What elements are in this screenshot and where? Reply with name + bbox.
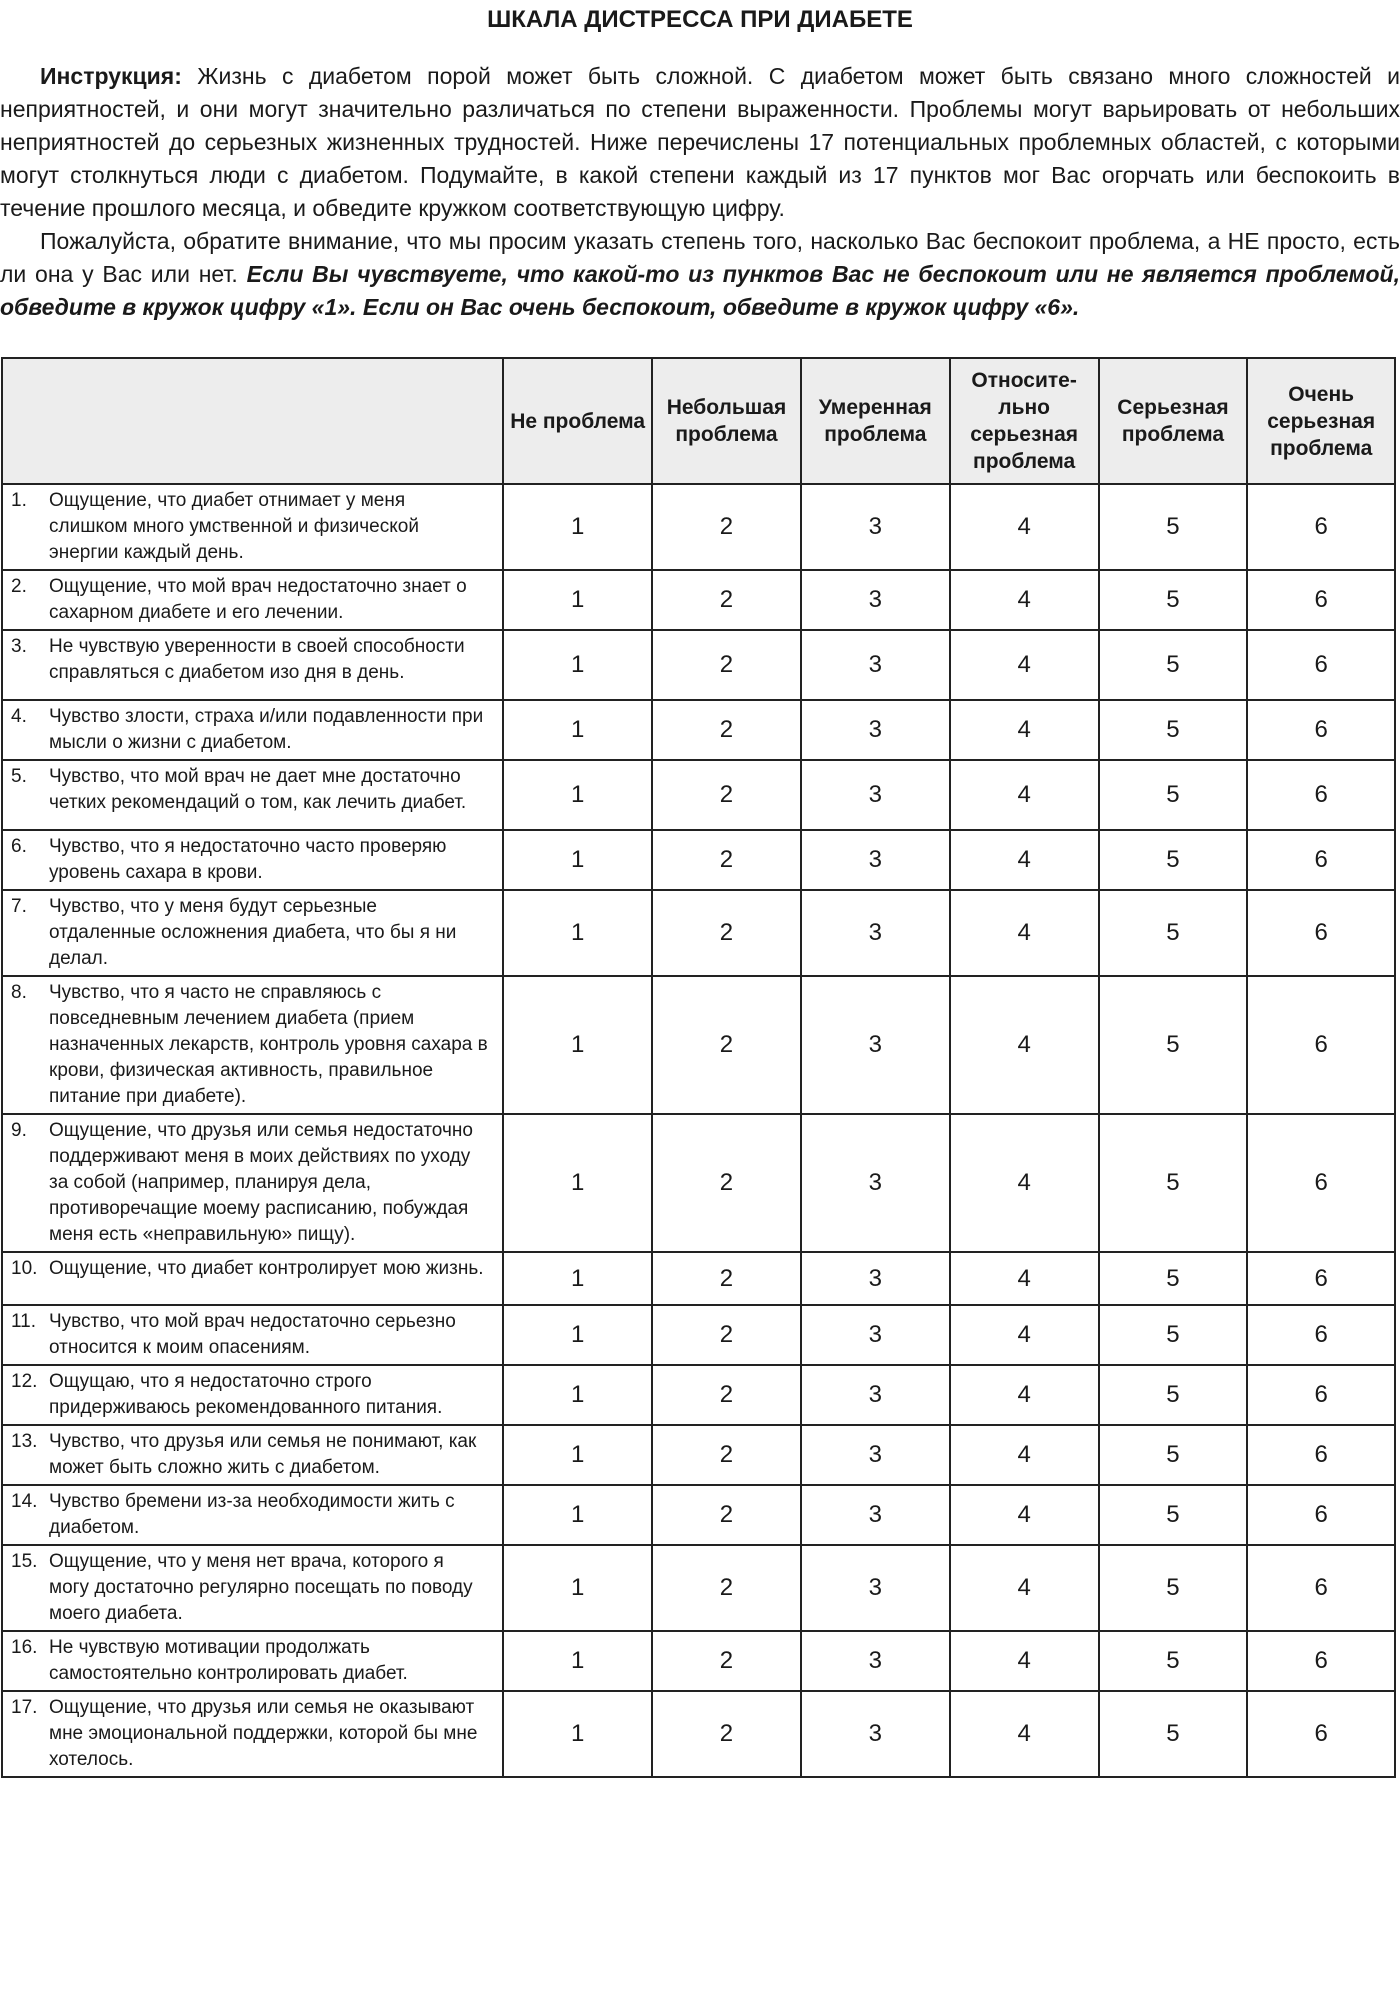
rating-option-4[interactable]: 4 [950,1485,1099,1545]
rating-option-4[interactable]: 4 [950,1631,1099,1691]
rating-option-1[interactable]: 1 [503,890,652,976]
item-number: 17. [11,1697,38,1718]
item-text: Чувство, что мой врач недостаточно серьезно относится к моим опасениям. [49,1311,456,1358]
item-number: 6. [11,836,27,857]
item-cell [2,630,503,700]
table-row [2,760,1395,830]
rating-option-6[interactable]: 6 [1247,890,1395,976]
rating-option-5[interactable]: 5 [1099,1485,1248,1545]
rating-option-2[interactable]: 2 [652,1365,801,1425]
rating-option-2[interactable]: 2 [652,1252,801,1305]
item-cell [2,1305,503,1365]
rating-option-5[interactable]: 5 [1099,484,1248,570]
rating-option-5[interactable]: 5 [1099,1545,1248,1631]
item-text: Не чувствую мотивации продолжать самостоятельно контролировать диабет. [49,1637,408,1684]
rating-option-3[interactable]: 3 [801,830,950,890]
rating-option-6[interactable]: 6 [1247,484,1395,570]
item-number: 7. [11,896,27,917]
header-column-1: Не проблема [503,358,652,484]
instruction-paragraph-2 [0,225,1400,324]
rating-option-2[interactable]: 2 [652,1485,801,1545]
item-number: 13. [11,1431,38,1452]
rating-option-1[interactable]: 1 [503,1114,652,1252]
instruction-paragraph-1 [0,60,1400,225]
item-text: Чувство, что у меня будут серьезные отдаленные осложнения диабета, что бы я ни делал. [49,896,457,969]
header-column-4: Относите- льно серьезная проблема [950,358,1099,484]
rating-option-5[interactable]: 5 [1099,1365,1248,1425]
rating-option-4[interactable]: 4 [950,1691,1099,1777]
rating-option-6[interactable]: 6 [1247,1691,1395,1777]
item-cell [2,1365,503,1425]
rating-option-6[interactable]: 6 [1247,1305,1395,1365]
item-number: 15. [11,1551,38,1572]
rating-option-4[interactable]: 4 [950,700,1099,760]
item-cell [2,570,503,630]
header-item-column [2,358,503,484]
rating-option-1[interactable]: 1 [503,830,652,890]
rating-option-3[interactable]: 3 [801,1485,950,1545]
rating-option-4[interactable]: 4 [950,1114,1099,1252]
rating-option-5[interactable]: 5 [1099,1425,1248,1485]
table-body [2,484,1395,1777]
table-row [2,484,1395,570]
rating-option-1[interactable]: 1 [503,1305,652,1365]
rating-option-3[interactable]: 3 [801,1305,950,1365]
rating-option-6[interactable]: 6 [1247,1425,1395,1485]
rating-option-2[interactable]: 2 [652,1691,801,1777]
rating-option-3[interactable]: 3 [801,700,950,760]
distress-scale-table [1,357,1396,1778]
item-cell [2,1252,503,1305]
rating-option-1[interactable]: 1 [503,976,652,1114]
rating-option-2[interactable]: 2 [652,830,801,890]
item-text: Чувство, что друзья или семья не понимают, как может быть сложно жить с диабетом. [49,1431,477,1478]
item-number: 14. [11,1491,38,1512]
rating-option-5[interactable]: 5 [1099,1691,1248,1777]
rating-option-6[interactable]: 6 [1247,830,1395,890]
rating-option-5[interactable]: 5 [1099,890,1248,976]
item-number: 3. [11,636,27,657]
rating-option-4[interactable]: 4 [950,1545,1099,1631]
header-column-2: Небольшая проблема [652,358,801,484]
table-row [2,830,1395,890]
rating-option-1[interactable]: 1 [503,1545,652,1631]
table-row [2,1305,1395,1365]
item-text: Ощущение, что друзья или семья не оказывают мне эмоциональной поддержки, которой бы мне хотелось. [49,1697,478,1770]
rating-option-1[interactable]: 1 [503,1485,652,1545]
item-cell [2,890,503,976]
item-number: 9. [11,1120,27,1141]
rating-option-3[interactable]: 3 [801,1691,950,1777]
table-row [2,1252,1395,1305]
item-cell [2,1425,503,1485]
instructions [0,60,1400,324]
rating-option-4[interactable]: 4 [950,1252,1099,1305]
rating-option-4[interactable]: 4 [950,630,1099,700]
table-row [2,1425,1395,1485]
instruction-emphasis: Если Вы чувствуете, что какой-то из пунктов Вас не беспокоит или не является проблемой, обведите в кружок цифру «1». Если он Вас очень беспокоит, обведите в кружок цифру «6». [0,261,1400,320]
rating-option-6[interactable]: 6 [1247,1545,1395,1631]
item-cell [2,830,503,890]
rating-option-6[interactable]: 6 [1247,1485,1395,1545]
table-row [2,890,1395,976]
rating-option-2[interactable]: 2 [652,630,801,700]
rating-option-2[interactable]: 2 [652,890,801,976]
item-cell [2,1691,503,1777]
rating-option-5[interactable]: 5 [1099,700,1248,760]
rating-option-4[interactable]: 4 [950,1365,1099,1425]
header-column-5: Серьезная проблема [1099,358,1248,484]
rating-option-5[interactable]: 5 [1099,976,1248,1114]
item-number: 16. [11,1637,38,1658]
item-cell [2,976,503,1114]
rating-option-1[interactable]: 1 [503,700,652,760]
rating-option-6[interactable]: 6 [1247,1252,1395,1305]
item-text: Чувство бремени из-за необходимости жить с диабетом. [49,1491,455,1538]
instruction-text-2: Пожалуйста, обратите внимание, что мы просим указать степень того, насколько Вас беспокоит проблема, а НЕ просто, есть ли она у Вас или нет. [0,228,1400,287]
item-number: 5. [11,766,27,787]
rating-option-2[interactable]: 2 [652,1425,801,1485]
item-text: Чувство злости, страха и/или подавленности при мысли о жизни с диабетом. [49,706,484,753]
rating-option-2[interactable]: 2 [652,700,801,760]
rating-option-1[interactable]: 1 [503,484,652,570]
item-text: Ощущение, что мой врач недостаточно знает о сахарном диабете и его лечении. [49,576,467,623]
table-row [2,1485,1395,1545]
header-column-6: Очень серьезная проблема [1247,358,1395,484]
rating-option-3[interactable]: 3 [801,1365,950,1425]
table-row [2,1545,1395,1631]
rating-option-3[interactable]: 3 [801,760,950,830]
table-header-row [2,358,1395,484]
rating-option-2[interactable]: 2 [652,484,801,570]
table-row [2,1365,1395,1425]
rating-option-2[interactable]: 2 [652,1114,801,1252]
rating-option-1[interactable]: 1 [503,630,652,700]
rating-option-4[interactable]: 4 [950,830,1099,890]
item-number: 12. [11,1371,38,1392]
table-row [2,570,1395,630]
rating-option-5[interactable]: 5 [1099,760,1248,830]
item-text: Ощущение, что диабет отнимает у меня слишком много умственной и физической энергии каждый день. [49,490,419,563]
rating-option-1[interactable]: 1 [503,1365,652,1425]
rating-option-4[interactable]: 4 [950,976,1099,1114]
item-text: Чувство, что мой врач не дает мне достаточно четких рекомендаций о том, как лечить диабет. [49,766,467,813]
rating-option-4[interactable]: 4 [950,890,1099,976]
rating-option-5[interactable]: 5 [1099,1252,1248,1305]
rating-option-6[interactable]: 6 [1247,1631,1395,1691]
rating-option-6[interactable]: 6 [1247,1114,1395,1252]
rating-option-5[interactable]: 5 [1099,1114,1248,1252]
rating-option-1[interactable]: 1 [503,1252,652,1305]
rating-option-1[interactable]: 1 [503,760,652,830]
rating-option-3[interactable]: 3 [801,1425,950,1485]
item-cell [2,700,503,760]
rating-option-2[interactable]: 2 [652,1305,801,1365]
rating-option-2[interactable]: 2 [652,760,801,830]
item-number: 10. [11,1258,38,1279]
item-number: 4. [11,706,27,727]
item-number: 11. [11,1311,37,1332]
rating-option-6[interactable]: 6 [1247,976,1395,1114]
rating-option-6[interactable]: 6 [1247,700,1395,760]
item-cell [2,1485,503,1545]
item-text: Не чувствую уверенности в своей способности справляться с диабетом изо дня в день. [49,636,465,683]
table-row [2,630,1395,700]
rating-option-2[interactable]: 2 [652,570,801,630]
rating-option-6[interactable]: 6 [1247,630,1395,700]
rating-option-1[interactable]: 1 [503,1691,652,1777]
rating-option-3[interactable]: 3 [801,484,950,570]
rating-option-5[interactable]: 5 [1099,1305,1248,1365]
item-text: Ощущение, что друзья или семья недостаточно поддерживают меня в моих действиях по уходу за собой (например, планируя дела, противоречащие моему расписанию, побуждая меня есть «неправильную» пищу). [49,1120,473,1245]
instruction-label: Инструкция: [40,63,182,89]
rating-option-1[interactable]: 1 [503,1425,652,1485]
rating-option-2[interactable]: 2 [652,976,801,1114]
rating-option-5[interactable]: 5 [1099,1631,1248,1691]
item-text: Ощущение, что диабет контролирует мою жизнь. [49,1258,484,1279]
table-row [2,1114,1395,1252]
item-cell [2,1545,503,1631]
rating-option-1[interactable]: 1 [503,570,652,630]
rating-option-3[interactable]: 3 [801,1252,950,1305]
item-text: Ощущаю, что я недостаточно строго придерживаюсь рекомендованного питания. [49,1371,443,1418]
item-number: 1. [11,490,27,511]
item-text: Ощущение, что у меня нет врача, которого я могу достаточно регулярно посещать по поводу моего диабета. [49,1551,473,1624]
table-row [2,700,1395,760]
rating-option-4[interactable]: 4 [950,1305,1099,1365]
rating-option-2[interactable]: 2 [652,1545,801,1631]
rating-option-5[interactable]: 5 [1099,830,1248,890]
rating-option-3[interactable]: 3 [801,570,950,630]
item-cell [2,1631,503,1691]
instruction-text-1: Жизнь с диабетом порой может быть сложной. С диабетом может быть связано много сложностей и неприятностей, и они могут значительно различаться по степени выраженности. Проблемы могут варьировать от небольших неприятностей до серьезных жизненных трудностей. Ниже перечислены 17 потенциальных проблемных областей, с которыми могут столкнуться люди с диабетом. Подумайте, в какой степени каждый из 17 пунктов мог Вас огорчать или беспокоить в течение прошлого месяца, и обведите кружком соответствующую цифру. [0,63,1400,221]
table-row [2,976,1395,1114]
rating-option-4[interactable]: 4 [950,484,1099,570]
table-row [2,1631,1395,1691]
header-column-3: Умеренная проблема [801,358,950,484]
item-cell [2,1114,503,1252]
rating-option-3[interactable]: 3 [801,1114,950,1252]
rating-option-4[interactable]: 4 [950,760,1099,830]
item-number: 8. [11,982,27,1003]
rating-option-1[interactable]: 1 [503,1631,652,1691]
rating-option-3[interactable]: 3 [801,1545,950,1631]
rating-option-5[interactable]: 5 [1099,630,1248,700]
item-text: Чувство, что я часто не справляюсь с повседневным лечением диабета (прием назначенных лекарств, контроль уровня сахара в крови, физическая активность, правильное питание при диабете). [49,982,488,1107]
item-cell [2,760,503,830]
item-cell [2,484,503,570]
page-title: ШКАЛА ДИСТРЕССА ПРИ ДИАБЕТЕ [487,6,913,33]
rating-option-2[interactable]: 2 [652,1631,801,1691]
rating-option-6[interactable]: 6 [1247,760,1395,830]
rating-option-4[interactable]: 4 [950,1425,1099,1485]
rating-option-3[interactable]: 3 [801,890,950,976]
item-number: 2. [11,576,27,597]
rating-option-3[interactable]: 3 [801,976,950,1114]
rating-option-6[interactable]: 6 [1247,570,1395,630]
table-row [2,1691,1395,1777]
rating-option-6[interactable]: 6 [1247,1365,1395,1425]
rating-option-3[interactable]: 3 [801,630,950,700]
rating-option-3[interactable]: 3 [801,1631,950,1691]
rating-option-4[interactable]: 4 [950,570,1099,630]
item-text: Чувство, что я недостаточно часто проверяю уровень сахара в крови. [49,836,447,883]
rating-option-5[interactable]: 5 [1099,570,1248,630]
